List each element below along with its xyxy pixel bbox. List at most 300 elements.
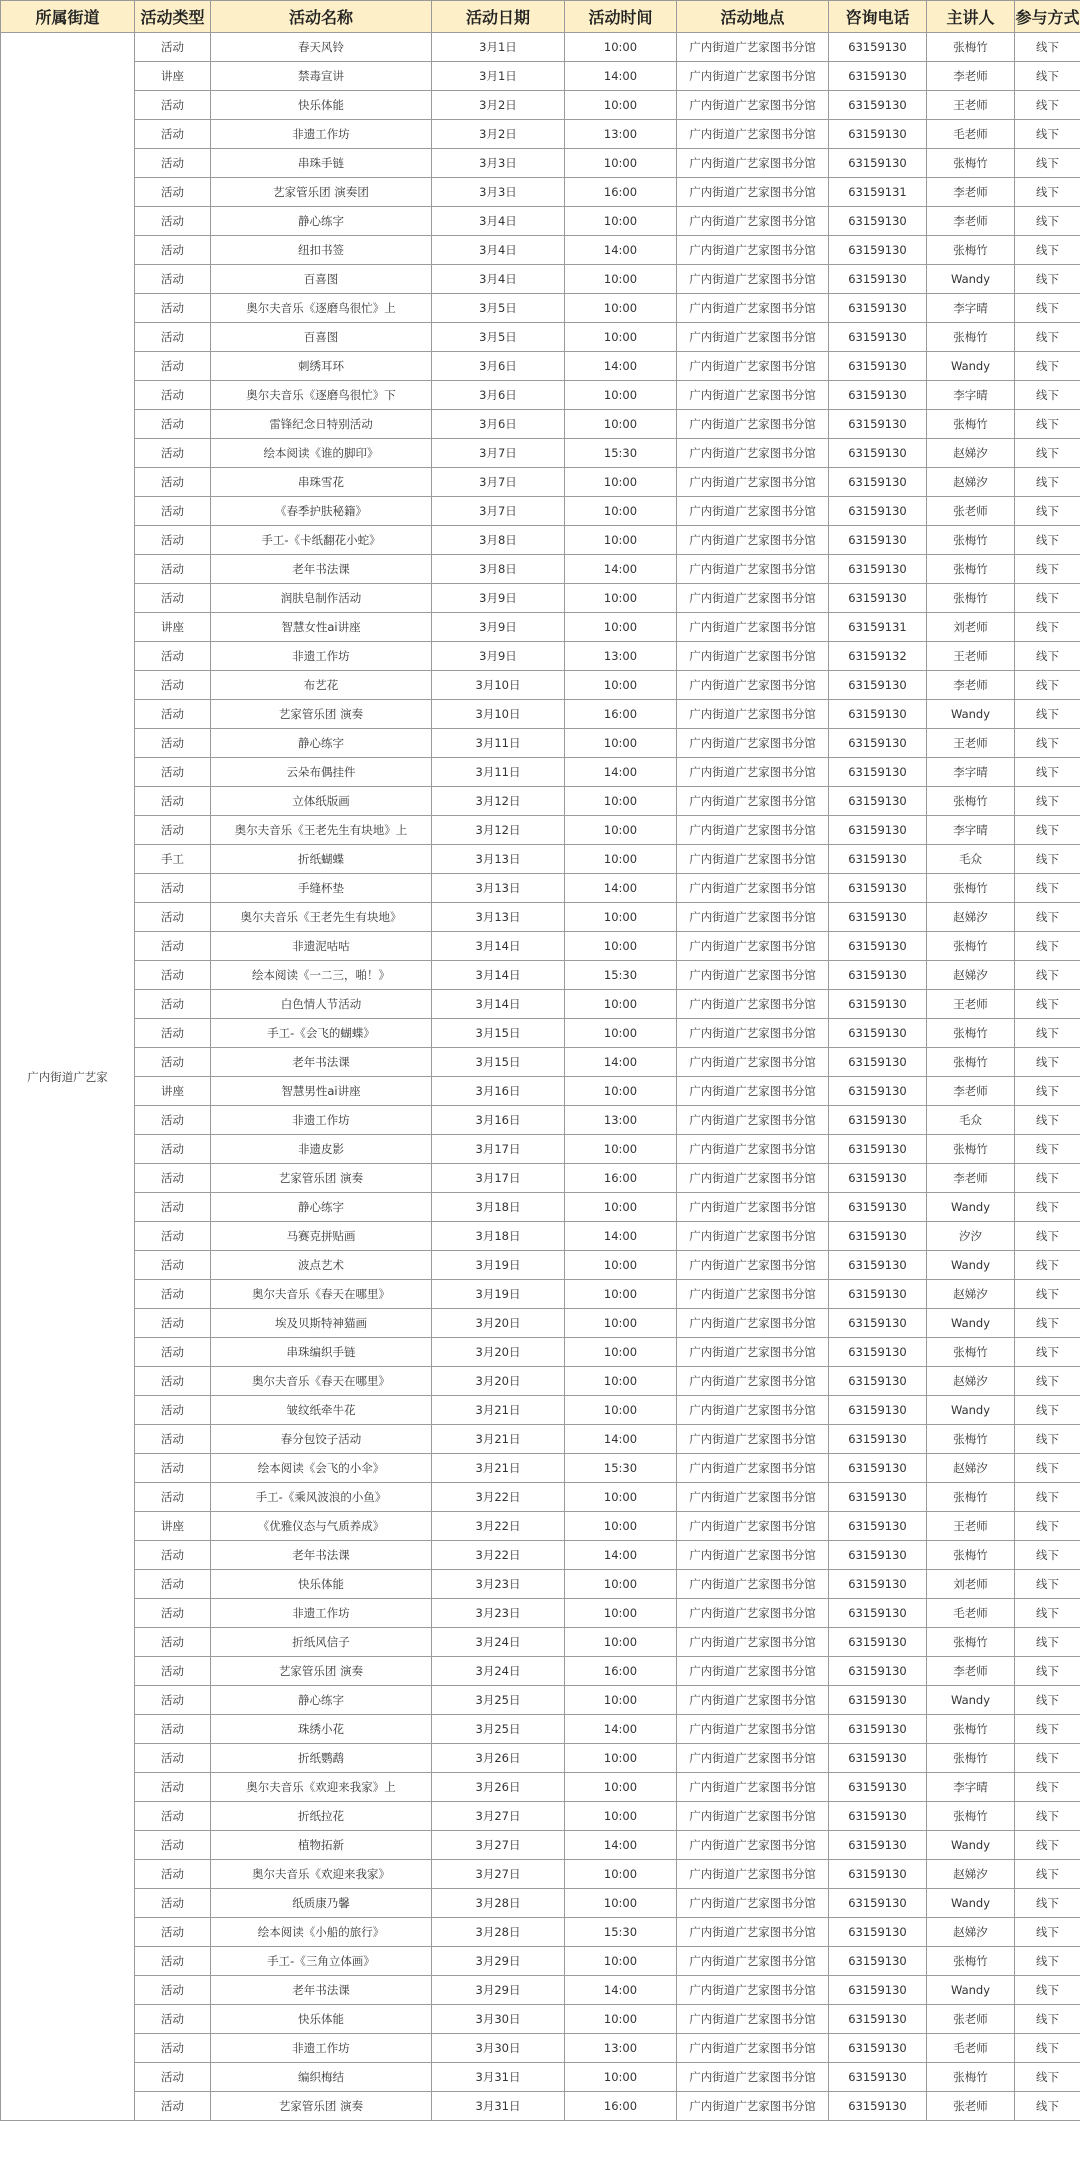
table-row xyxy=(1,1947,1080,1976)
activity-name-cell: 老年书法课 xyxy=(211,555,432,584)
activity-time-cell: 14:00 xyxy=(565,1831,677,1860)
table-row xyxy=(1,236,1080,265)
phone-cell: 63159130 xyxy=(829,1599,927,1628)
activity-type-cell: 活动 xyxy=(135,526,211,555)
activity-time-cell: 10:00 xyxy=(565,265,677,294)
speaker-cell: 李老师 xyxy=(927,62,1015,91)
phone-cell: 63159130 xyxy=(829,33,927,62)
activity-type-cell: 活动 xyxy=(135,91,211,120)
activity-name-cell: 老年书法课 xyxy=(211,1976,432,2005)
participation-cell: 线下 xyxy=(1015,1657,1080,1686)
activity-time-cell: 10:00 xyxy=(565,1280,677,1309)
activity-date-cell: 3月14日 xyxy=(432,961,565,990)
activity-name-cell: 润肤皂制作活动 xyxy=(211,584,432,613)
activity-name-cell: 春分包饺子活动 xyxy=(211,1425,432,1454)
activity-type-cell: 活动 xyxy=(135,874,211,903)
activity-date-cell: 3月3日 xyxy=(432,149,565,178)
activity-time-cell: 10:00 xyxy=(565,1947,677,1976)
activity-time-cell: 14:00 xyxy=(565,62,677,91)
phone-cell: 63159130 xyxy=(829,671,927,700)
activity-date-cell: 3月21日 xyxy=(432,1454,565,1483)
speaker-cell: 毛众 xyxy=(927,1106,1015,1135)
activity-time-cell: 10:00 xyxy=(565,1077,677,1106)
activity-type-cell: 活动 xyxy=(135,1048,211,1077)
activity-type-cell: 活动 xyxy=(135,932,211,961)
speaker-cell: 张梅竹 xyxy=(927,1425,1015,1454)
activity-time-cell: 10:00 xyxy=(565,1251,677,1280)
location-cell: 广内街道广艺家图书分馆 xyxy=(677,2063,829,2092)
phone-cell: 63159130 xyxy=(829,1918,927,1947)
activity-date-cell: 3月31日 xyxy=(432,2063,565,2092)
participation-cell: 线下 xyxy=(1015,729,1080,758)
activity-time-cell: 10:00 xyxy=(565,381,677,410)
activity-type-cell: 活动 xyxy=(135,555,211,584)
phone-cell: 63159130 xyxy=(829,1367,927,1396)
activity-date-cell: 3月17日 xyxy=(432,1164,565,1193)
location-cell: 广内街道广艺家图书分馆 xyxy=(677,265,829,294)
activity-date-cell: 3月4日 xyxy=(432,236,565,265)
location-cell: 广内街道广艺家图书分馆 xyxy=(677,1570,829,1599)
speaker-cell: 赵娣汐 xyxy=(927,468,1015,497)
activity-date-cell: 3月9日 xyxy=(432,584,565,613)
phone-cell: 63159130 xyxy=(829,555,927,584)
activity-name-cell: 奥尔夫音乐《春天在哪里》 xyxy=(211,1367,432,1396)
activity-date-cell: 3月18日 xyxy=(432,1193,565,1222)
speaker-cell: 张梅竹 xyxy=(927,1135,1015,1164)
location-cell: 广内街道广艺家图书分馆 xyxy=(677,323,829,352)
location-cell: 广内街道广艺家图书分馆 xyxy=(677,497,829,526)
phone-cell: 63159130 xyxy=(829,1251,927,1280)
phone-cell: 63159130 xyxy=(829,1512,927,1541)
participation-cell: 线下 xyxy=(1015,932,1080,961)
phone-cell: 63159130 xyxy=(829,149,927,178)
participation-cell: 线下 xyxy=(1015,613,1080,642)
activity-type-cell: 活动 xyxy=(135,1425,211,1454)
table-row xyxy=(1,410,1080,439)
participation-cell: 线下 xyxy=(1015,1367,1080,1396)
speaker-cell: 李老师 xyxy=(927,1657,1015,1686)
activity-name-cell: 埃及贝斯特神猫画 xyxy=(211,1309,432,1338)
speaker-cell: 刘老师 xyxy=(927,1570,1015,1599)
speaker-cell: 张梅竹 xyxy=(927,874,1015,903)
activity-time-cell: 13:00 xyxy=(565,1106,677,1135)
phone-cell: 63159130 xyxy=(829,787,927,816)
participation-cell: 线下 xyxy=(1015,1947,1080,1976)
activity-type-cell: 活动 xyxy=(135,468,211,497)
activity-name-cell: 奥尔夫音乐《逐磨鸟很忙》上 xyxy=(211,294,432,323)
phone-cell: 63159130 xyxy=(829,1077,927,1106)
participation-cell: 线下 xyxy=(1015,526,1080,555)
activity-time-cell: 16:00 xyxy=(565,1657,677,1686)
header-speaker: 主讲人 xyxy=(927,1,1015,33)
table-row xyxy=(1,1048,1080,1077)
activity-name-cell: 艺家管乐团 演奏团 xyxy=(211,178,432,207)
activity-date-cell: 3月7日 xyxy=(432,439,565,468)
activity-date-cell: 3月3日 xyxy=(432,178,565,207)
speaker-cell: 王老师 xyxy=(927,91,1015,120)
table-row xyxy=(1,700,1080,729)
activity-type-cell: 活动 xyxy=(135,1280,211,1309)
activity-time-cell: 10:00 xyxy=(565,845,677,874)
activity-time-cell: 10:00 xyxy=(565,207,677,236)
header-street: 所属街道 xyxy=(1,1,135,33)
activity-type-cell: 活动 xyxy=(135,961,211,990)
activity-type-cell: 活动 xyxy=(135,1454,211,1483)
table-row xyxy=(1,1251,1080,1280)
header-activity-type: 活动类型 xyxy=(135,1,211,33)
activity-time-cell: 14:00 xyxy=(565,874,677,903)
activity-time-cell: 10:00 xyxy=(565,584,677,613)
activity-type-cell: 活动 xyxy=(135,758,211,787)
speaker-cell: 赵娣汐 xyxy=(927,439,1015,468)
location-cell: 广内街道广艺家图书分馆 xyxy=(677,1744,829,1773)
activity-time-cell: 10:00 xyxy=(565,1512,677,1541)
activity-date-cell: 3月10日 xyxy=(432,700,565,729)
activity-type-cell: 讲座 xyxy=(135,62,211,91)
activity-type-cell: 活动 xyxy=(135,816,211,845)
participation-cell: 线下 xyxy=(1015,1512,1080,1541)
location-cell: 广内街道广艺家图书分馆 xyxy=(677,1454,829,1483)
participation-cell: 线下 xyxy=(1015,845,1080,874)
activity-name-cell: 串珠编织手链 xyxy=(211,1338,432,1367)
activity-time-cell: 13:00 xyxy=(565,120,677,149)
table-row xyxy=(1,381,1080,410)
activity-date-cell: 3月6日 xyxy=(432,381,565,410)
activity-time-cell: 10:00 xyxy=(565,2063,677,2092)
activity-date-cell: 3月19日 xyxy=(432,1280,565,1309)
activity-type-cell: 活动 xyxy=(135,410,211,439)
activity-name-cell: 奥尔夫音乐《欢迎来我家》 xyxy=(211,1860,432,1889)
activity-time-cell: 14:00 xyxy=(565,1541,677,1570)
location-cell: 广内街道广艺家图书分馆 xyxy=(677,381,829,410)
participation-cell: 线下 xyxy=(1015,149,1080,178)
table-row xyxy=(1,1715,1080,1744)
table-row xyxy=(1,2092,1080,2121)
speaker-cell: 李老师 xyxy=(927,178,1015,207)
activity-type-cell: 活动 xyxy=(135,903,211,932)
location-cell: 广内街道广艺家图书分馆 xyxy=(677,1251,829,1280)
speaker-cell: 李字晴 xyxy=(927,294,1015,323)
activity-time-cell: 14:00 xyxy=(565,352,677,381)
activity-name-cell: 非遗工作坊 xyxy=(211,1599,432,1628)
activity-type-cell: 活动 xyxy=(135,1657,211,1686)
table-row xyxy=(1,149,1080,178)
table-row xyxy=(1,1077,1080,1106)
phone-cell: 63159130 xyxy=(829,816,927,845)
phone-cell: 63159130 xyxy=(829,1193,927,1222)
location-cell: 广内街道广艺家图书分馆 xyxy=(677,1976,829,2005)
activity-date-cell: 3月21日 xyxy=(432,1425,565,1454)
activity-type-cell: 活动 xyxy=(135,149,211,178)
speaker-cell: Wandy xyxy=(927,1309,1015,1338)
phone-cell: 63159130 xyxy=(829,1860,927,1889)
activity-name-cell: 百喜图 xyxy=(211,323,432,352)
activity-type-cell: 活动 xyxy=(135,207,211,236)
table-row xyxy=(1,526,1080,555)
activity-type-cell: 活动 xyxy=(135,1773,211,1802)
location-cell: 广内街道广艺家图书分馆 xyxy=(677,526,829,555)
speaker-cell: 李字晴 xyxy=(927,1773,1015,1802)
phone-cell: 63159130 xyxy=(829,323,927,352)
speaker-cell: 张梅竹 xyxy=(927,555,1015,584)
activity-name-cell: 非遗工作坊 xyxy=(211,642,432,671)
activity-name-cell: 奥尔夫音乐《春天在哪里》 xyxy=(211,1280,432,1309)
phone-cell: 63159130 xyxy=(829,410,927,439)
location-cell: 广内街道广艺家图书分馆 xyxy=(677,1077,829,1106)
phone-cell: 63159130 xyxy=(829,990,927,1019)
activity-type-cell: 活动 xyxy=(135,2034,211,2063)
speaker-cell: 赵娣汐 xyxy=(927,961,1015,990)
table-row xyxy=(1,1106,1080,1135)
location-cell: 广内街道广艺家图书分馆 xyxy=(677,816,829,845)
table-row xyxy=(1,874,1080,903)
participation-cell: 线下 xyxy=(1015,671,1080,700)
activity-time-cell: 10:00 xyxy=(565,1744,677,1773)
activity-type-cell: 活动 xyxy=(135,1251,211,1280)
location-cell: 广内街道广艺家图书分馆 xyxy=(677,2005,829,2034)
activity-name-cell: 静心练字 xyxy=(211,207,432,236)
speaker-cell: 张梅竹 xyxy=(927,1802,1015,1831)
table-row xyxy=(1,1657,1080,1686)
activity-name-cell: 静心练字 xyxy=(211,729,432,758)
activity-name-cell: 折纸拉花 xyxy=(211,1802,432,1831)
activity-name-cell: 艺家管乐团 演奏 xyxy=(211,700,432,729)
activity-type-cell: 活动 xyxy=(135,1541,211,1570)
activity-date-cell: 3月16日 xyxy=(432,1077,565,1106)
speaker-cell: 张老师 xyxy=(927,497,1015,526)
activity-name-cell: 奥尔夫音乐《王老先生有块地》 xyxy=(211,903,432,932)
location-cell: 广内街道广艺家图书分馆 xyxy=(677,178,829,207)
table-row xyxy=(1,1599,1080,1628)
activity-time-cell: 10:00 xyxy=(565,323,677,352)
table-row xyxy=(1,1483,1080,1512)
table-row xyxy=(1,671,1080,700)
phone-cell: 63159130 xyxy=(829,1280,927,1309)
speaker-cell: Wandy xyxy=(927,700,1015,729)
phone-cell: 63159130 xyxy=(829,1396,927,1425)
activity-type-cell: 活动 xyxy=(135,584,211,613)
participation-cell: 线下 xyxy=(1015,439,1080,468)
activity-time-cell: 10:00 xyxy=(565,1019,677,1048)
phone-cell: 63159130 xyxy=(829,1048,927,1077)
table-row xyxy=(1,1773,1080,1802)
activity-name-cell: 编织梅结 xyxy=(211,2063,432,2092)
speaker-cell: 毛老师 xyxy=(927,2034,1015,2063)
activity-name-cell: 手工-《会飞的蝴蝶》 xyxy=(211,1019,432,1048)
activity-type-cell: 活动 xyxy=(135,178,211,207)
activity-name-cell: 非遗工作坊 xyxy=(211,2034,432,2063)
activity-date-cell: 3月18日 xyxy=(432,1222,565,1251)
phone-cell: 63159130 xyxy=(829,526,927,555)
activity-date-cell: 3月28日 xyxy=(432,1889,565,1918)
location-cell: 广内街道广艺家图书分馆 xyxy=(677,1193,829,1222)
header-phone: 咨询电话 xyxy=(829,1,927,33)
speaker-cell: 张梅竹 xyxy=(927,33,1015,62)
activity-type-cell: 活动 xyxy=(135,1947,211,1976)
activity-name-cell: 马赛克拼贴画 xyxy=(211,1222,432,1251)
table-row xyxy=(1,1193,1080,1222)
activity-name-cell: 非遗工作坊 xyxy=(211,120,432,149)
activity-type-cell: 活动 xyxy=(135,1686,211,1715)
table-row xyxy=(1,1918,1080,1947)
phone-cell: 63159130 xyxy=(829,758,927,787)
activity-date-cell: 3月27日 xyxy=(432,1831,565,1860)
speaker-cell: 王老师 xyxy=(927,729,1015,758)
participation-cell: 线下 xyxy=(1015,1425,1080,1454)
activity-date-cell: 3月19日 xyxy=(432,1251,565,1280)
table-row xyxy=(1,1889,1080,1918)
activity-date-cell: 3月22日 xyxy=(432,1512,565,1541)
activity-type-cell: 活动 xyxy=(135,1135,211,1164)
activity-type-cell: 活动 xyxy=(135,787,211,816)
activity-time-cell: 16:00 xyxy=(565,700,677,729)
activity-date-cell: 3月6日 xyxy=(432,410,565,439)
activity-time-cell: 10:00 xyxy=(565,1773,677,1802)
activity-date-cell: 3月30日 xyxy=(432,2034,565,2063)
speaker-cell: 赵娣汐 xyxy=(927,903,1015,932)
speaker-cell: 张梅竹 xyxy=(927,526,1015,555)
location-cell: 广内街道广艺家图书分馆 xyxy=(677,903,829,932)
activity-date-cell: 3月27日 xyxy=(432,1802,565,1831)
speaker-cell: Wandy xyxy=(927,1193,1015,1222)
activity-time-cell: 15:30 xyxy=(565,1454,677,1483)
activity-type-cell: 讲座 xyxy=(135,613,211,642)
speaker-cell: 赵娣汐 xyxy=(927,1367,1015,1396)
speaker-cell: 张梅竹 xyxy=(927,787,1015,816)
participation-cell: 线下 xyxy=(1015,584,1080,613)
participation-cell: 线下 xyxy=(1015,352,1080,381)
phone-cell: 63159130 xyxy=(829,265,927,294)
location-cell: 广内街道广艺家图书分馆 xyxy=(677,2034,829,2063)
activity-date-cell: 3月27日 xyxy=(432,1860,565,1889)
speaker-cell: 李字晴 xyxy=(927,381,1015,410)
table-row xyxy=(1,2005,1080,2034)
activity-name-cell: 绘本阅读《会飞的小伞》 xyxy=(211,1454,432,1483)
activity-name-cell: 手缝杯垫 xyxy=(211,874,432,903)
activity-name-cell: 禁毒宣讲 xyxy=(211,62,432,91)
location-cell: 广内街道广艺家图书分馆 xyxy=(677,1019,829,1048)
activity-type-cell: 活动 xyxy=(135,439,211,468)
phone-cell: 63159130 xyxy=(829,1106,927,1135)
table-row xyxy=(1,1396,1080,1425)
table-row xyxy=(1,1628,1080,1657)
table-row xyxy=(1,758,1080,787)
activity-date-cell: 3月12日 xyxy=(432,816,565,845)
speaker-cell: 赵娣汐 xyxy=(927,1860,1015,1889)
activity-name-cell: 艺家管乐团 演奏 xyxy=(211,1164,432,1193)
location-cell: 广内街道广艺家图书分馆 xyxy=(677,236,829,265)
phone-cell: 63159130 xyxy=(829,1686,927,1715)
location-cell: 广内街道广艺家图书分馆 xyxy=(677,1309,829,1338)
activity-name-cell: 静心练字 xyxy=(211,1193,432,1222)
location-cell: 广内街道广艺家图书分馆 xyxy=(677,468,829,497)
phone-cell: 63159130 xyxy=(829,497,927,526)
activity-date-cell: 3月8日 xyxy=(432,555,565,584)
location-cell: 广内街道广艺家图书分馆 xyxy=(677,1860,829,1889)
speaker-cell: 李老师 xyxy=(927,207,1015,236)
table-row xyxy=(1,1831,1080,1860)
activity-date-cell: 3月9日 xyxy=(432,613,565,642)
table-row xyxy=(1,1541,1080,1570)
activity-name-cell: 非遗工作坊 xyxy=(211,1106,432,1135)
activity-time-cell: 10:00 xyxy=(565,1396,677,1425)
activity-time-cell: 10:00 xyxy=(565,903,677,932)
phone-cell: 63159130 xyxy=(829,2092,927,2121)
activity-type-cell: 活动 xyxy=(135,1309,211,1338)
activity-date-cell: 3月21日 xyxy=(432,1396,565,1425)
participation-cell: 线下 xyxy=(1015,1541,1080,1570)
activity-time-cell: 10:00 xyxy=(565,990,677,1019)
phone-cell: 63159130 xyxy=(829,1976,927,2005)
activity-date-cell: 3月24日 xyxy=(432,1628,565,1657)
activity-date-cell: 3月24日 xyxy=(432,1657,565,1686)
participation-cell: 线下 xyxy=(1015,410,1080,439)
activity-date-cell: 3月29日 xyxy=(432,1947,565,1976)
phone-cell: 63159130 xyxy=(829,874,927,903)
activity-type-cell: 活动 xyxy=(135,1889,211,1918)
table-row xyxy=(1,323,1080,352)
activity-type-cell: 讲座 xyxy=(135,1512,211,1541)
activity-time-cell: 10:00 xyxy=(565,1338,677,1367)
activity-time-cell: 16:00 xyxy=(565,178,677,207)
activity-time-cell: 14:00 xyxy=(565,1976,677,2005)
header-activity-time: 活动时间 xyxy=(565,1,677,33)
location-cell: 广内街道广艺家图书分馆 xyxy=(677,1541,829,1570)
location-cell: 广内街道广艺家图书分馆 xyxy=(677,729,829,758)
table-row xyxy=(1,961,1080,990)
activity-name-cell: 艺家管乐团 演奏 xyxy=(211,1657,432,1686)
activity-date-cell: 3月15日 xyxy=(432,1048,565,1077)
activity-time-cell: 15:30 xyxy=(565,961,677,990)
activity-type-cell: 活动 xyxy=(135,1367,211,1396)
phone-cell: 63159130 xyxy=(829,352,927,381)
phone-cell: 63159130 xyxy=(829,1483,927,1512)
activity-type-cell: 活动 xyxy=(135,700,211,729)
speaker-cell: 李老师 xyxy=(927,1164,1015,1193)
phone-cell: 63159130 xyxy=(829,903,927,932)
activity-type-cell: 活动 xyxy=(135,729,211,758)
activity-type-cell: 活动 xyxy=(135,381,211,410)
activity-time-cell: 10:00 xyxy=(565,33,677,62)
activity-name-cell: 百喜图 xyxy=(211,265,432,294)
table-row xyxy=(1,729,1080,758)
activity-time-cell: 10:00 xyxy=(565,613,677,642)
header-activity-location: 活动地点 xyxy=(677,1,829,33)
header-row xyxy=(1,1,1080,33)
table-row xyxy=(1,613,1080,642)
activity-date-cell: 3月2日 xyxy=(432,120,565,149)
activity-type-cell: 活动 xyxy=(135,1019,211,1048)
activity-date-cell: 3月10日 xyxy=(432,671,565,700)
activity-date-cell: 3月29日 xyxy=(432,1976,565,2005)
participation-cell: 线下 xyxy=(1015,2063,1080,2092)
activity-type-cell: 活动 xyxy=(135,990,211,1019)
table-row xyxy=(1,903,1080,932)
activity-name-cell: 手工-《乘风波浪的小鱼》 xyxy=(211,1483,432,1512)
phone-cell: 63159130 xyxy=(829,381,927,410)
location-cell: 广内街道广艺家图书分馆 xyxy=(677,874,829,903)
table-row xyxy=(1,1019,1080,1048)
participation-cell: 线下 xyxy=(1015,236,1080,265)
participation-cell: 线下 xyxy=(1015,1135,1080,1164)
activity-type-cell: 活动 xyxy=(135,1396,211,1425)
activity-name-cell: 串珠雪花 xyxy=(211,468,432,497)
activity-date-cell: 3月6日 xyxy=(432,352,565,381)
speaker-cell: 张梅竹 xyxy=(927,1019,1015,1048)
participation-cell: 线下 xyxy=(1015,758,1080,787)
activity-type-cell: 活动 xyxy=(135,1860,211,1889)
activity-date-cell: 3月13日 xyxy=(432,845,565,874)
